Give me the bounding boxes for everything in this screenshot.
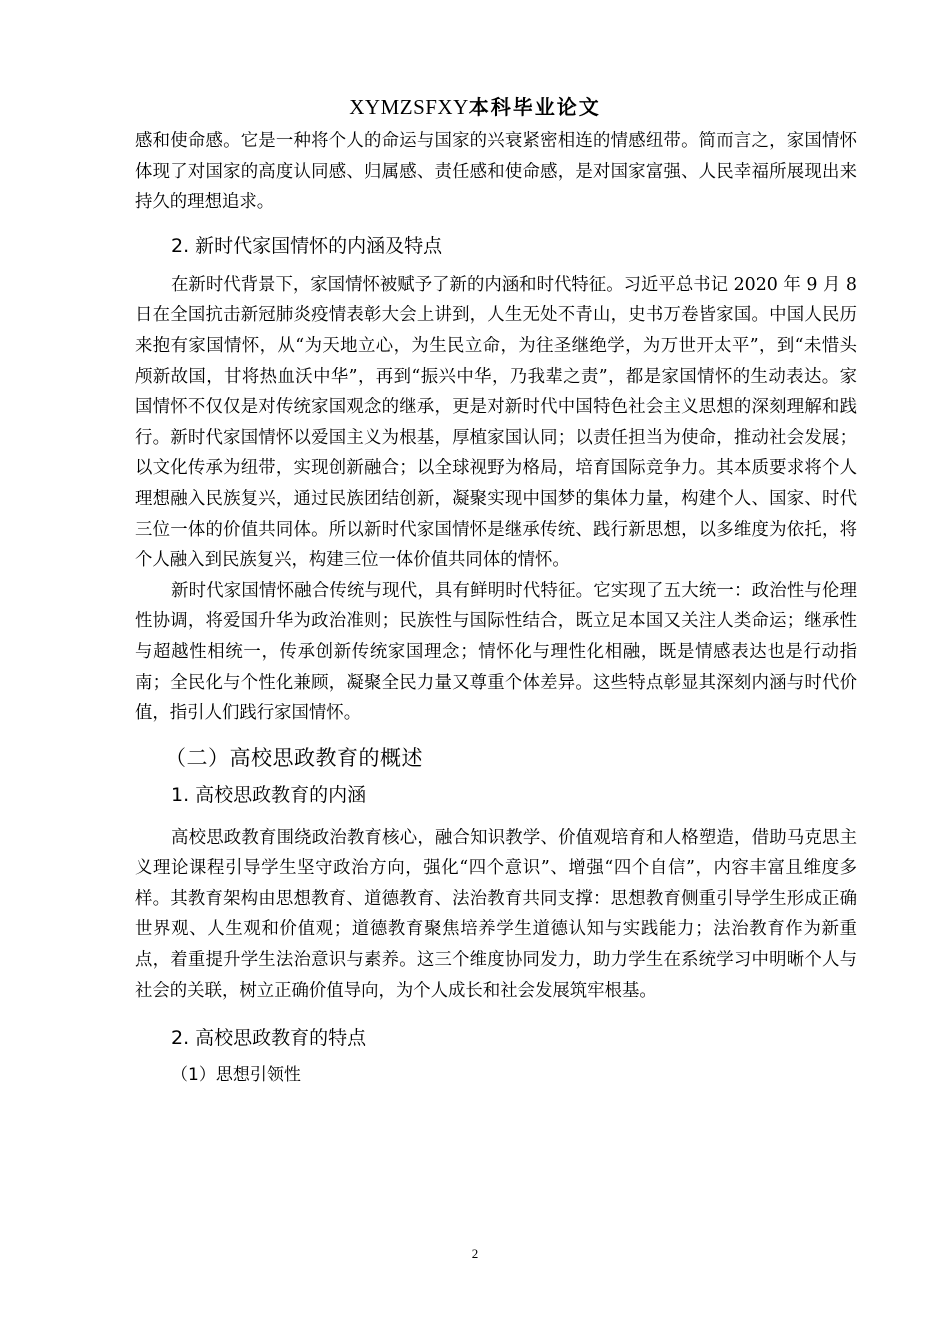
page-header <box>0 94 950 120</box>
header-title-latin: XYMZSFXY <box>349 95 469 119</box>
page-number: 2 <box>471 1246 479 1261</box>
paragraph-intro: 感和使命感。它是一种将个人的命运与国家的兴衰紧密相连的情感纽带。简而言之，家国情怀体现了对国家的高度认同感、归属感、责任感和使命感，是对国家富强、人民幸福所展现出来持久的理想追求。 <box>135 131 857 213</box>
header-title-cjk: 本科毕业论文 <box>468 95 601 119</box>
heading-part-two: （二）高校思政教育的概述 <box>165 745 423 770</box>
heading-ideological-leadership: （1）思想引领性 <box>171 1065 301 1086</box>
paragraph-new-era-connotation: 在新时代背景下，家国情怀被赋予了新的内涵和时代特征。习近平总书记 2020 年 9 月 8 日在全国抗击新冠肺炎疫情表彰大会上讲到，人生无处不青山，史书万卷皆家国。中国人民历来抱有家国情怀，从“为天地立心，为生民立命，为往圣继绝学，为万世开太平”，到“未惜头颅新故国，甘将热血沃中华”，再到“振兴中华，乃我辈之责”，都是家国情怀的生动表达。家国情怀不仅仅是对传统家国观念的继承，更是对新时代中国特色社会主义思想的深刻理解和践行。新时代家国情怀以爱国主义为根基，厚植家国认同；以责任担当为使命，推动社会发展；以文化传承为纽带，实现创新融合；以全球视野为格局，培育国际竞争力。其本质要求将个人理想融入民族复兴，通过民族团结创新，凝聚实现中国梦的集体力量，构建个人、国家、时代三位一体的价值共同体。所以新时代家国情怀是继承传统、践行新思想，以多维度为依托，将个人融入到民族复兴，构建三位一体价值共同体的情怀。 <box>135 274 857 571</box>
heading-ideological-connotation: 1. 高校思政教育的内涵 <box>171 783 367 806</box>
heading-ideological-features: 2. 高校思政教育的特点 <box>171 1027 367 1050</box>
paragraph-new-era-features: 新时代家国情怀融合传统与现代，具有鲜明时代特征。它实现了五大统一：政治性与伦理性协调，将爱国升华为政治准则；民族性与国际性结合，既立足本国又关注人类命运；继承性与超越性相统一，传承创新传统家国理念；情怀化与理性化相融，既是情感表达也是行动指南；全民化与个性化兼顾，凝聚全民力量又尊重个体差异。这些特点彰显其深刻内涵与时代价值，指引人们践行家国情怀。 <box>135 580 857 724</box>
paragraph-ideological-connotation: 高校思政教育围绕政治教育核心，融合知识教学、价值观培育和人格塑造，借助马克思主义理论课程引导学生坚守政治方向，强化“四个意识”、增强“四个自信”，内容丰富且维度多样。其教育架构由思想教育、道德教育、法治教育共同支撑：思想教育侧重引导学生形成正确世界观、人生观和价值观；道德教育聚焦培养学生道德认知与实践能力；法治教育作为新重点，着重提升学生法治意识与素养。这三个维度协同发力，助力学生在系统学习中明晰个人与社会的关联，树立正确价值导向，为个人成长和社会发展筑牢根基。 <box>135 827 857 1001</box>
page-body <box>135 126 857 1088</box>
heading-new-era-connotation: 2. 新时代家国情怀的内涵及特点 <box>171 234 443 257</box>
